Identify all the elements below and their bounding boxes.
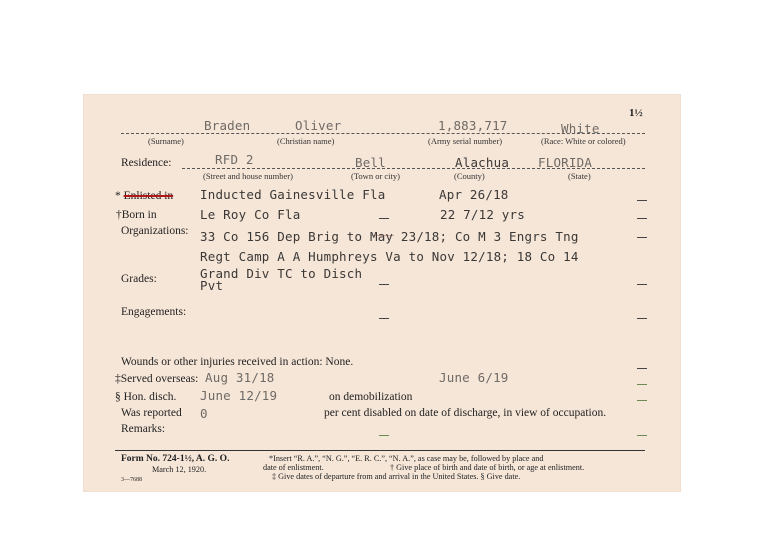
organizations-line-1: 33 Co 156 Dep Brig to May 23/18; Co M 3 Engrs Tng	[200, 229, 579, 244]
state-caption: (State)	[568, 171, 591, 181]
grades-value: Pvt	[200, 278, 224, 293]
reported-value: 0	[200, 406, 208, 421]
footnote-3: ‡ Give dates of departure from and arrival in the United States. § Give date.	[272, 472, 521, 481]
service-record-card	[83, 94, 681, 492]
hon-label	[115, 391, 176, 403]
organizations-dash	[637, 237, 647, 238]
wounds-row	[121, 356, 353, 368]
grades-dash	[637, 284, 647, 285]
remarks-label: Remarks:	[121, 423, 166, 435]
serial-number-value: 1,883,717	[438, 118, 508, 133]
hon-suffix: on demobilization	[329, 391, 413, 403]
grades-mid-dash	[379, 284, 389, 285]
hon-mark: §	[115, 391, 121, 403]
corner-mark: 1½	[629, 107, 643, 119]
born-label	[116, 209, 157, 221]
surname-caption: (Surname)	[148, 136, 184, 146]
race-caption: (Race: White or colored)	[541, 136, 626, 146]
form-number: Form No. 724-1½, A. G. O.	[121, 454, 230, 464]
remarks-dash	[637, 435, 647, 436]
born-dash	[637, 218, 647, 219]
town-caption: (Town or city)	[351, 171, 400, 181]
footnote-2b: † Give place of birth and date of birth, or age at enlistment.	[390, 463, 585, 472]
may-overstrike	[372, 235, 394, 236]
enlisted-mark: *	[115, 190, 121, 202]
served-from: Aug 31/18	[205, 370, 275, 385]
race-value: White	[561, 121, 600, 136]
residence-town: Bell	[355, 155, 386, 170]
born-label-text: Born in	[121, 209, 157, 221]
engagements-dash	[637, 318, 647, 319]
engagements-mid-dash	[379, 318, 389, 319]
wounds-label: Wounds or other injuries received in action:	[121, 356, 323, 368]
born-age: 22 7/12 yrs	[440, 207, 525, 222]
residence-county: Alachua	[455, 155, 510, 170]
enlisted-label	[115, 190, 173, 202]
footnote-1: *Insert “R. A.”, “N. G.”, “E. R. C.”, “N. A.”, as case may be, followed by place and	[269, 454, 544, 463]
footnote-2a: date of enlistment.	[263, 463, 324, 472]
residence-label: Residence:	[121, 157, 172, 169]
header-underline	[121, 133, 645, 134]
remarks-mid-dash	[379, 435, 389, 436]
served-label	[115, 373, 198, 385]
hon-value: June 12/19	[200, 388, 278, 403]
hon-dash	[637, 400, 647, 401]
hon-label-text: Hon. disch.	[123, 391, 177, 403]
born-mark: †	[116, 209, 122, 221]
reported-label: Was reported	[121, 407, 182, 419]
engagements-label: Engagements:	[121, 306, 187, 318]
reported-suffix: per cent disabled on date of discharge, in view of occupation.	[324, 407, 607, 419]
enlisted-label-text: Enlisted in	[123, 190, 174, 202]
christian-name-value: Oliver	[295, 118, 342, 133]
served-dash-1	[637, 368, 647, 369]
served-mark: ‡	[115, 373, 121, 385]
footer-rule	[115, 450, 645, 451]
enlisted-value: Inducted Gainesville Fla	[200, 187, 386, 202]
residence-street: RFD 2	[215, 152, 254, 167]
grades-label: Grades:	[121, 273, 157, 285]
serial-caption: (Army serial number)	[428, 136, 503, 146]
served-dash-2	[637, 384, 647, 385]
residence-underline	[182, 168, 645, 169]
enlisted-dash	[637, 200, 647, 201]
street-caption: (Street and house number)	[203, 171, 293, 181]
served-to: June 6/19	[439, 370, 509, 385]
residence-state: FLORIDA	[538, 155, 593, 170]
born-mid-dash	[379, 218, 389, 219]
organizations-line-2: Regt Camp A A Humphreys Va to Nov 12/18; 18 Co 14	[200, 249, 579, 264]
surname-value: Braden	[204, 118, 251, 133]
wounds-value: None.	[325, 356, 354, 368]
print-code: 3—7688	[121, 477, 142, 483]
county-caption: (County)	[454, 171, 485, 181]
served-label-text: Served overseas:	[120, 373, 199, 385]
enlisted-date: Apr 26/18	[439, 187, 509, 202]
organizations-line-3: Grand Div TC to Disch	[200, 266, 363, 281]
christian-name-caption: (Christian name)	[277, 136, 335, 146]
organizations-label: Organizations:	[121, 225, 189, 237]
form-date: March 12, 1920.	[152, 465, 207, 474]
born-value: Le Roy Co Fla	[200, 207, 301, 222]
